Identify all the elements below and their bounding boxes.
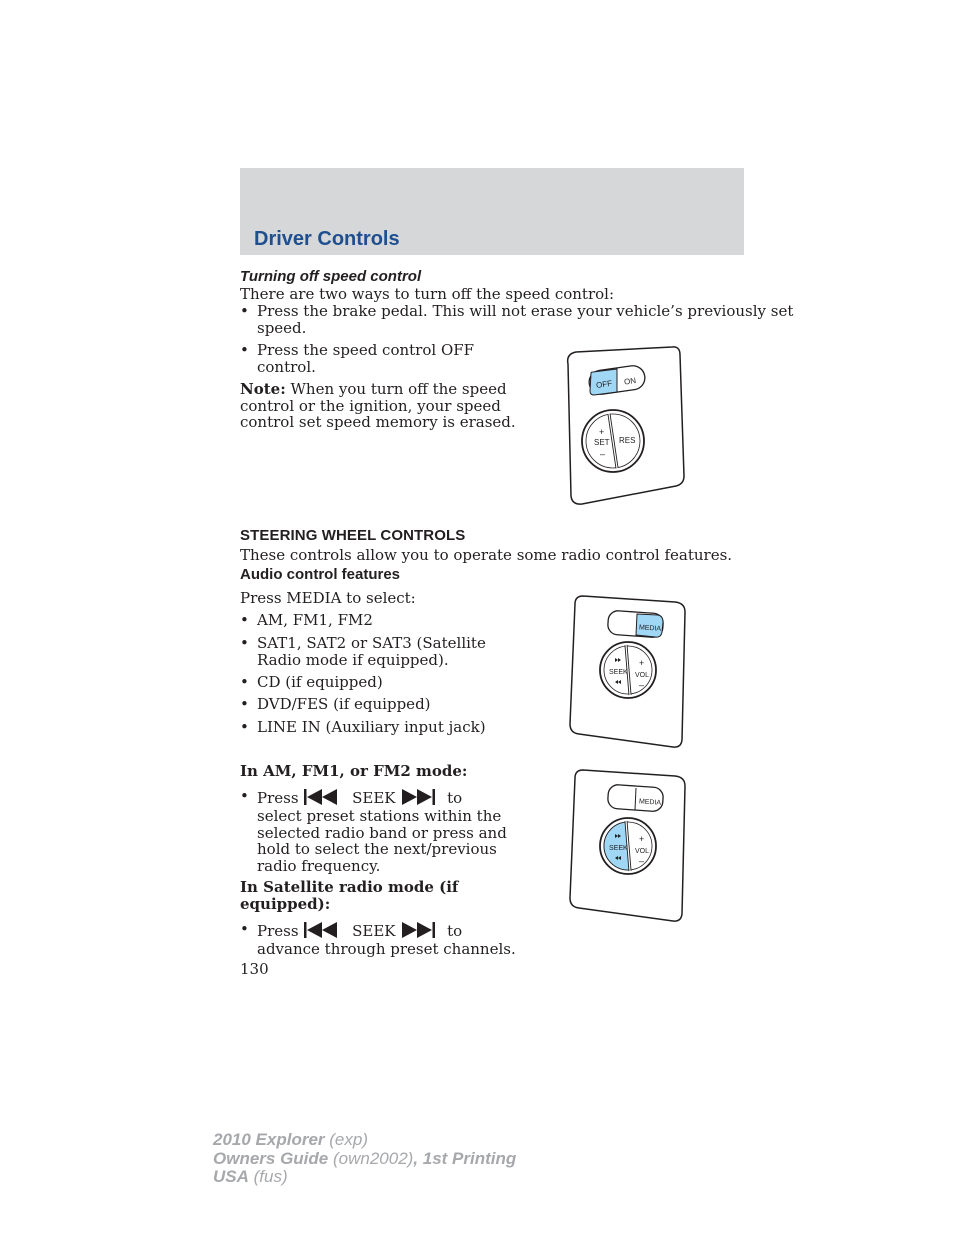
res-label: RES bbox=[619, 436, 636, 445]
section-heading-steering-wheel: STEERING WHEEL CONTROLS bbox=[240, 527, 466, 544]
note-paragraph: Note: When you turn off the speed control or the ignition, your speed control set speed memory is erased. bbox=[240, 380, 516, 431]
note-label: Note: bbox=[240, 380, 286, 398]
seek-label: SEEK bbox=[609, 845, 628, 852]
subheading-satellite: In Satellite radio mode (if equipped): bbox=[240, 878, 459, 913]
svg-text:–: – bbox=[639, 856, 645, 866]
footer: 2010 Explorer (exp) Owners Guide (own2002), 1st Printing USA (fus) bbox=[213, 1130, 517, 1186]
media-panel-illustration-media bbox=[565, 592, 690, 752]
off-label: OFF bbox=[595, 378, 613, 390]
svg-text:+: + bbox=[639, 658, 645, 668]
section-intro: These controls allow you to operate some radio control features. bbox=[240, 546, 733, 564]
page-number: 130 bbox=[240, 960, 269, 978]
media-panel-illustration-seek bbox=[565, 766, 690, 926]
svg-text:–: – bbox=[600, 449, 606, 459]
subheading-am-fm: In AM, FM1, or FM2 mode: bbox=[240, 762, 468, 780]
set-label: SET bbox=[594, 438, 610, 447]
on-label: ON bbox=[623, 376, 637, 387]
vol-label: VOL bbox=[635, 672, 650, 679]
section-intro: There are two ways to turn off the speed control: bbox=[240, 285, 615, 303]
media-intro: Press MEDIA to select: bbox=[240, 589, 416, 607]
media-label: MEDIA bbox=[638, 798, 662, 807]
svg-text:–: – bbox=[639, 680, 645, 690]
svg-text:+: + bbox=[599, 427, 605, 437]
subheading-audio: Audio control features bbox=[240, 566, 401, 583]
vol-label: VOL bbox=[635, 848, 650, 855]
svg-text:+: + bbox=[639, 834, 645, 844]
speed-control-illustration bbox=[560, 340, 692, 510]
section-heading-turning-off: Turning off speed control bbox=[240, 268, 422, 285]
media-label: MEDIA bbox=[638, 624, 662, 633]
page-title: Driver Controls bbox=[254, 228, 400, 250]
seek-label: SEEK bbox=[609, 669, 628, 676]
